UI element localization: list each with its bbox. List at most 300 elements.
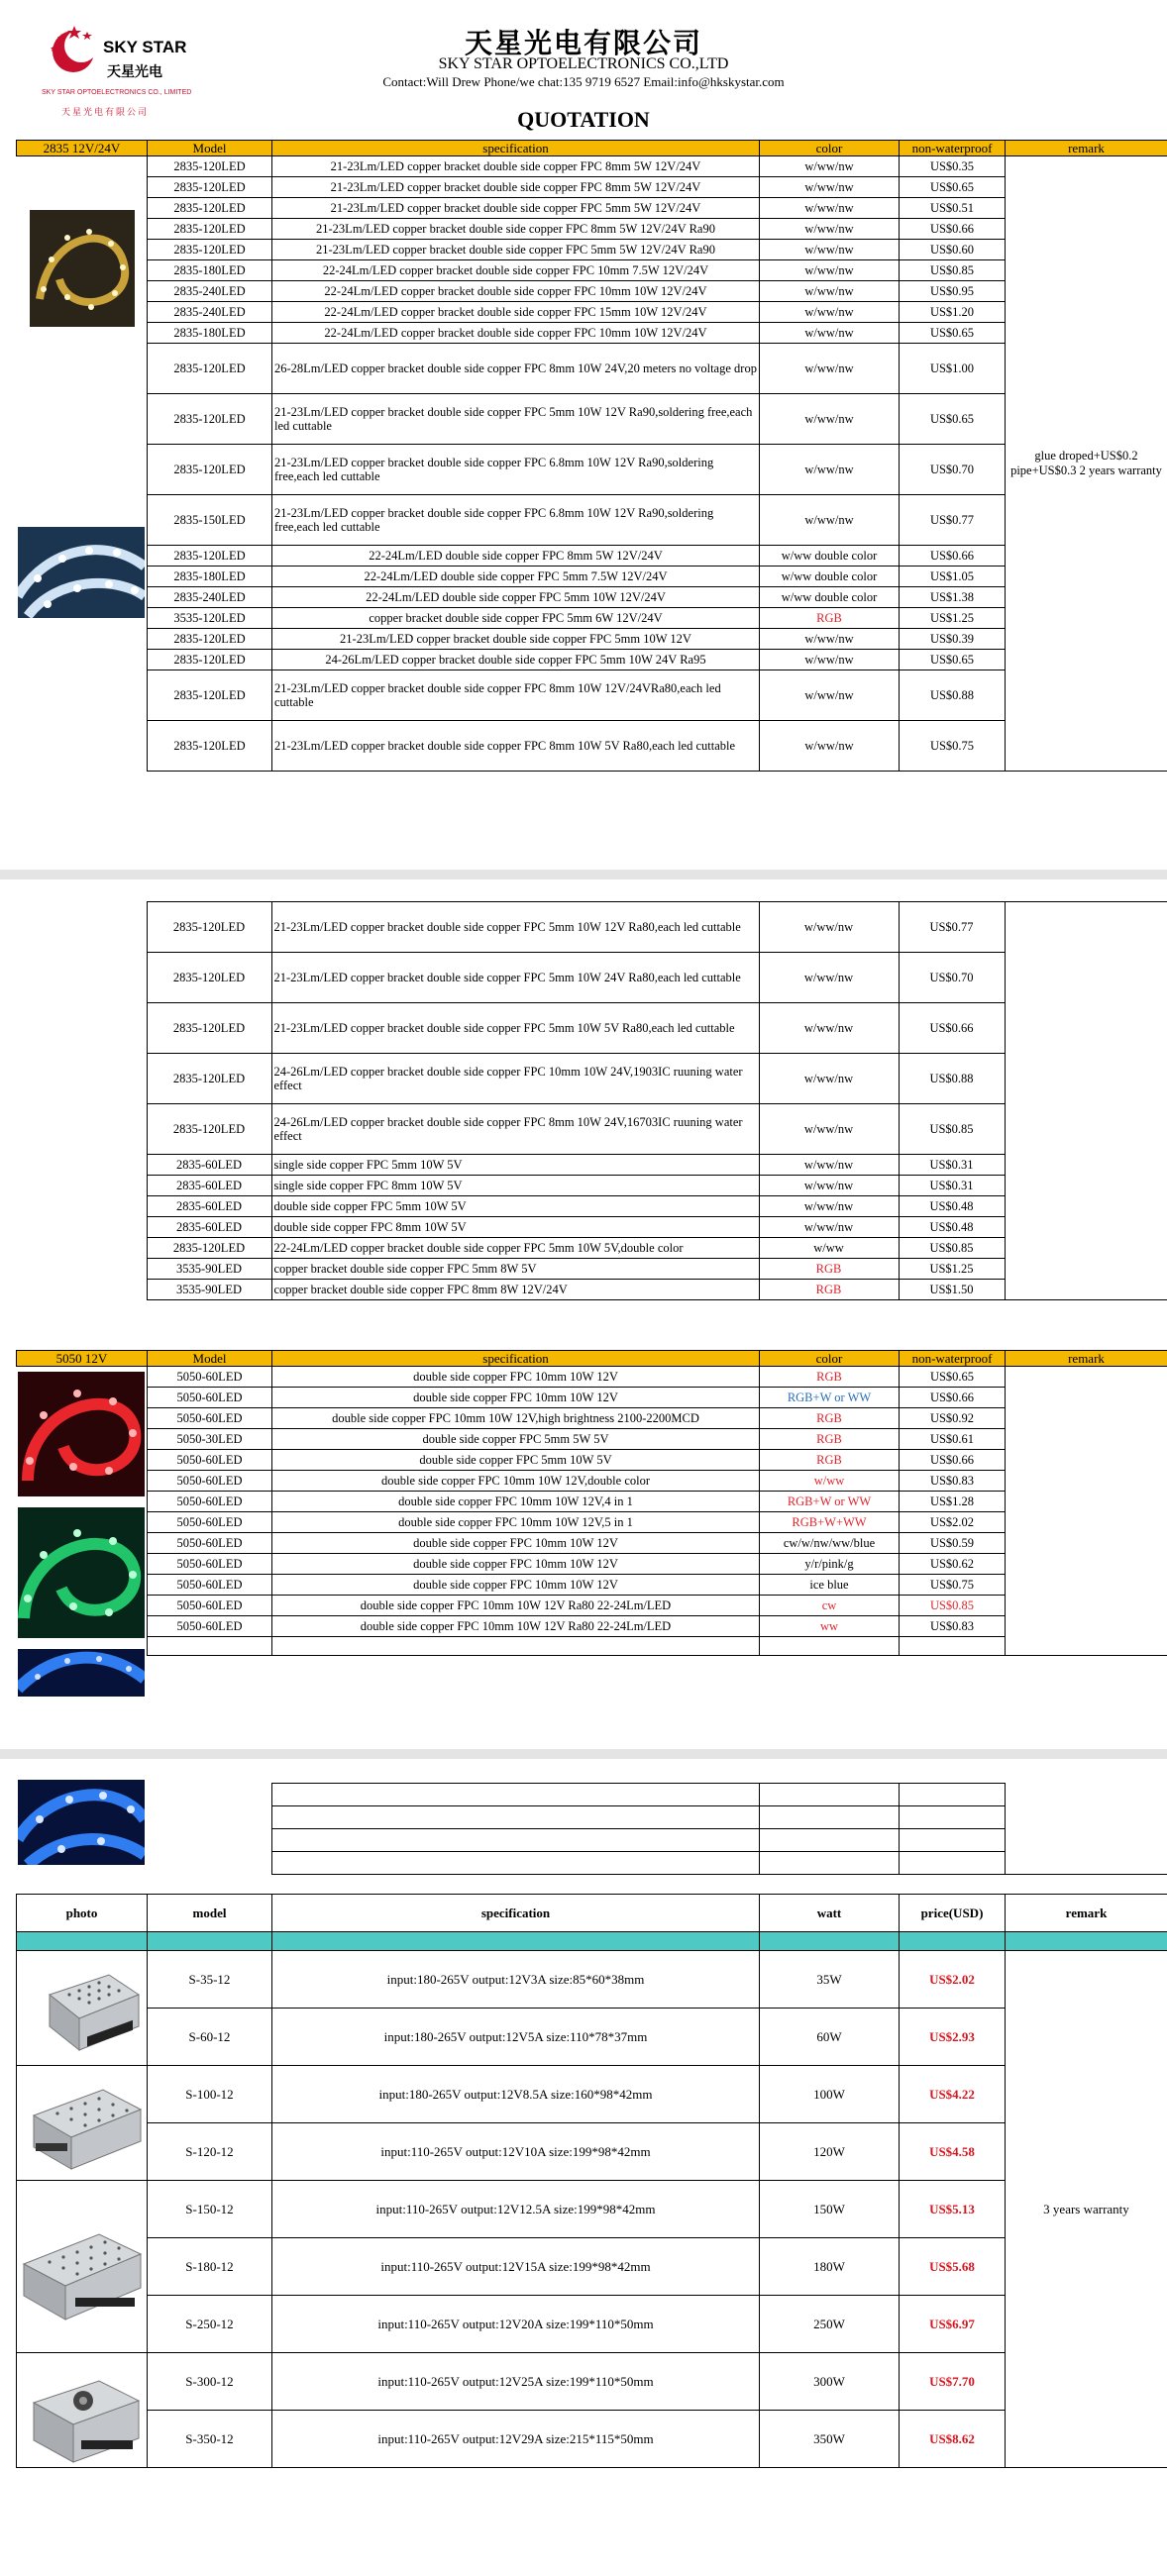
spec-cell: single side copper FPC 5mm 10W 5V: [271, 1155, 759, 1176]
power-supply-table: [16, 1894, 1167, 2468]
header-cell: 2835 12V/24V: [17, 141, 148, 156]
spec-cell: 21-23Lm/LED copper bracket double side copper FPC 6.8mm 10W 12V Ra90,soldering free,each led cuttable: [272, 495, 760, 546]
color-cell: w/ww/nw: [760, 670, 900, 721]
logo-brand-text: SKY STAR: [103, 38, 187, 56]
color-cell: w/ww: [760, 1471, 900, 1492]
psu-model-cell: S-150-12: [148, 2181, 272, 2238]
psu-model-cell: S-60-12: [148, 2009, 272, 2066]
teal-cell: [148, 1932, 272, 1951]
model-cell: 2835-120LED: [147, 1238, 271, 1259]
table-2835: [16, 140, 1167, 772]
header-cell: Model: [148, 141, 272, 156]
spec-cell: double side copper FPC 10mm 10W 12V Ra80 22-24Lm/LED: [272, 1616, 760, 1637]
psu-spec-cell: input:180-265V output:12V8.5A size:160*98*42mm: [272, 2066, 760, 2123]
table-5050-continued: [16, 1783, 1167, 1875]
table-row: [17, 394, 1167, 445]
price-cell: US$0.48: [899, 1196, 1005, 1217]
price-cell: US$0.31: [899, 1155, 1005, 1176]
empty-cell: [899, 1852, 1005, 1875]
model-cell: 5050-60LED: [148, 1367, 272, 1388]
psu-model-cell: S-120-12: [148, 2123, 272, 2181]
model-cell: 2835-120LED: [148, 394, 272, 445]
color-cell: w/ww/nw: [760, 260, 900, 281]
price-cell: US$0.70: [899, 953, 1005, 1003]
company-name-en: SKY STAR OPTOELECTRONICS CO.,LTD: [438, 55, 729, 72]
power-supply-medium-photo: [28, 2080, 145, 2175]
model-cell: 2835-120LED: [148, 198, 272, 219]
color-cell: w/ww/nw: [760, 323, 900, 344]
color-cell: w/ww/nw: [759, 1217, 899, 1238]
price-cell: US$0.77: [899, 902, 1005, 953]
price-cell: US$0.65: [900, 323, 1006, 344]
color-cell: w/ww/nw: [760, 650, 900, 670]
spec-cell: double side copper FPC 5mm 10W 5V: [272, 1450, 760, 1471]
color-cell: w/ww/nw: [760, 344, 900, 394]
price-cell: US$0.88: [899, 1054, 1005, 1104]
model-cell: 2835-240LED: [148, 281, 272, 302]
color-cell: w/ww/nw: [760, 156, 900, 177]
table-row: [17, 495, 1167, 546]
table-row: [17, 445, 1167, 495]
document-title: QUOTATION: [517, 107, 650, 132]
spec-cell: 21-23Lm/LED copper bracket double side copper FPC 5mm 10W 5V Ra80,each led cuttable: [271, 1003, 759, 1054]
spec-cell: 26-28Lm/LED copper bracket double side copper FPC 8mm 10W 24V,20 meters no voltage drop: [272, 344, 760, 394]
led-strip-blue-photo: [18, 1649, 145, 1697]
table-row: [17, 156, 1167, 177]
psu-row: [17, 1951, 1167, 2009]
empty-cell: [759, 1829, 899, 1852]
psu-price-cell: US$4.22: [900, 2066, 1006, 2123]
table-row: [16, 1196, 1167, 1217]
table-row: [17, 1596, 1167, 1616]
color-cell: RGB: [760, 608, 900, 629]
spec-cell: 21-23Lm/LED copper bracket double side copper FPC 8mm 10W 12V/24VRa80,each led cuttable: [272, 670, 760, 721]
spec-cell: 21-23Lm/LED copper bracket double side copper FPC 8mm 5W 12V/24V Ra90: [272, 219, 760, 240]
price-cell: US$1.20: [900, 302, 1006, 323]
model-cell: 2835-120LED: [147, 953, 271, 1003]
psu-header-cell: photo: [17, 1895, 148, 1932]
empty-cell: [148, 1637, 272, 1656]
spec-cell: 22-24Lm/LED copper bracket double side copper FPC 5mm 10W 5V,double color: [271, 1238, 759, 1259]
psu-price-cell: US$6.97: [900, 2296, 1006, 2353]
empty-cell: [759, 1784, 899, 1806]
empty-cell: [760, 1637, 900, 1656]
price-cell: US$1.38: [900, 587, 1006, 608]
empty-cell: [271, 1806, 759, 1829]
table-row-empty: [17, 1637, 1167, 1656]
model-cell: 2835-120LED: [148, 650, 272, 670]
price-cell: US$0.95: [900, 281, 1006, 302]
price-cell: US$0.65: [900, 177, 1006, 198]
price-cell: US$0.66: [900, 546, 1006, 567]
color-cell: w/ww/nw: [760, 177, 900, 198]
price-cell: US$0.65: [900, 1367, 1006, 1388]
document-header: [0, 0, 1167, 149]
psu-price-cell: US$7.70: [900, 2353, 1006, 2411]
price-cell: US$0.88: [900, 670, 1006, 721]
led-strip-blue-photo-2: [18, 1780, 145, 1865]
spec-cell: 22-24Lm/LED copper bracket double side copper FPC 10mm 10W 12V/24V: [272, 281, 760, 302]
price-cell: US$1.25: [900, 608, 1006, 629]
psu-price-cell: US$2.02: [900, 1951, 1006, 2009]
spec-cell: 24-26Lm/LED copper bracket double side copper FPC 5mm 10W 24V Ra95: [272, 650, 760, 670]
model-cell: 5050-60LED: [148, 1388, 272, 1408]
color-cell: w/ww/nw: [760, 240, 900, 260]
table-row: [16, 902, 1167, 953]
color-cell: w/ww/nw: [760, 721, 900, 772]
empty-cell: [759, 1852, 899, 1875]
model-cell: 3535-90LED: [147, 1280, 271, 1300]
psu-model-cell: S-300-12: [148, 2353, 272, 2411]
psu-watt-cell: 150W: [760, 2181, 900, 2238]
table-row: [16, 1238, 1167, 1259]
price-cell: US$0.31: [899, 1176, 1005, 1196]
table-row: [16, 1280, 1167, 1300]
model-cell: 2835-120LED: [147, 902, 271, 953]
price-cell: US$0.48: [899, 1217, 1005, 1238]
header-cell: color: [760, 141, 900, 156]
psu-spec-cell: input:180-265V output:12V3A size:85*60*38mm: [272, 1951, 760, 2009]
price-cell: US$0.85: [899, 1104, 1005, 1155]
model-cell: 2835-60LED: [147, 1176, 271, 1196]
price-cell: US$0.39: [900, 629, 1006, 650]
table-row: [17, 219, 1167, 240]
psu-row: [17, 2123, 1167, 2181]
psu-spec-cell: input:110-265V output:12V25A size:199*110*50mm: [272, 2353, 760, 2411]
teal-cell: [17, 1932, 148, 1951]
psu-row: [17, 2181, 1167, 2238]
table-row: [16, 1104, 1167, 1155]
color-cell: w/ww: [759, 1238, 899, 1259]
spec-cell: 22-24Lm/LED copper bracket double side copper FPC 10mm 10W 12V/24V: [272, 323, 760, 344]
psu-price-cell: US$2.93: [900, 2009, 1006, 2066]
teal-cell: [1006, 1932, 1167, 1951]
psu-watt-cell: 35W: [760, 1951, 900, 2009]
empty-cell: [759, 1806, 899, 1829]
empty-cell: [899, 1806, 1005, 1829]
header-cell: non-waterproof: [900, 141, 1006, 156]
model-cell: 5050-60LED: [148, 1533, 272, 1554]
price-cell: US$0.35: [900, 156, 1006, 177]
spec-cell: double side copper FPC 10mm 10W 12V: [272, 1554, 760, 1575]
spec-cell: 21-23Lm/LED copper bracket double side copper FPC 5mm 5W 12V/24V Ra90: [272, 240, 760, 260]
psu-watt-cell: 180W: [760, 2238, 900, 2296]
price-cell: US$1.25: [899, 1259, 1005, 1280]
spec-cell: 22-24Lm/LED copper bracket double side copper FPC 15mm 10W 12V/24V: [272, 302, 760, 323]
price-cell: US$0.66: [899, 1003, 1005, 1054]
table-row: [17, 1408, 1167, 1429]
psu-model-cell: S-180-12: [148, 2238, 272, 2296]
model-cell: 2835-60LED: [147, 1196, 271, 1217]
model-cell: 5050-60LED: [148, 1575, 272, 1596]
model-cell: 5050-60LED: [148, 1471, 272, 1492]
table-row: [17, 323, 1167, 344]
color-cell: w/ww/nw: [759, 1104, 899, 1155]
price-cell: US$2.02: [900, 1512, 1006, 1533]
model-cell: 5050-60LED: [148, 1616, 272, 1637]
table-5050: [16, 1350, 1167, 1656]
price-cell: US$0.65: [900, 650, 1006, 670]
table-row: [17, 1450, 1167, 1471]
led-strip-warm-photo: [30, 210, 135, 327]
psu-spec-cell: input:110-265V output:12V20A size:199*110*50mm: [272, 2296, 760, 2353]
page-gap-1: [0, 870, 1167, 879]
table-row: [17, 1575, 1167, 1596]
model-cell: 3535-90LED: [147, 1259, 271, 1280]
model-cell: 5050-60LED: [148, 1450, 272, 1471]
psu-watt-cell: 250W: [760, 2296, 900, 2353]
header-cell: Model: [148, 1351, 272, 1367]
color-cell: RGB+W or WW: [760, 1388, 900, 1408]
spec-cell: 21-23Lm/LED copper bracket double side copper FPC 5mm 10W 24V Ra80,each led cuttable: [271, 953, 759, 1003]
color-cell: ice blue: [760, 1575, 900, 1596]
color-cell: w/ww/nw: [759, 1054, 899, 1104]
price-cell: US$1.00: [900, 344, 1006, 394]
led-strip-red-photo: [18, 1372, 145, 1496]
table-row: [17, 1512, 1167, 1533]
psu-watt-cell: 60W: [760, 2009, 900, 2066]
color-cell: RGB+W+WW: [760, 1512, 900, 1533]
price-cell: US$0.59: [900, 1533, 1006, 1554]
table-row: [17, 546, 1167, 567]
spec-cell: 21-23Lm/LED copper bracket double side copper FPC 5mm 10W 12V Ra80,each led cuttable: [271, 902, 759, 953]
header-cell: remark: [1006, 1351, 1167, 1367]
price-cell: US$0.65: [900, 394, 1006, 445]
table-row: [16, 1003, 1167, 1054]
color-cell: w/ww double color: [760, 546, 900, 567]
header-cell: 5050 12V: [17, 1351, 148, 1367]
psu-row: [17, 2411, 1167, 2468]
psu-price-cell: US$8.62: [900, 2411, 1006, 2468]
spec-cell: double side copper FPC 10mm 10W 12V: [272, 1367, 760, 1388]
model-cell: 2835-240LED: [148, 587, 272, 608]
psu-header-cell: specification: [272, 1895, 760, 1932]
table-row: [17, 650, 1167, 670]
color-cell: ww: [760, 1616, 900, 1637]
table-row: [17, 1471, 1167, 1492]
color-cell: RGB: [760, 1450, 900, 1471]
color-cell: w/ww/nw: [760, 495, 900, 546]
company-name-cn: 天星光电有限公司: [464, 27, 702, 59]
psu-price-cell: US$4.58: [900, 2123, 1006, 2181]
price-cell: US$1.28: [900, 1492, 1006, 1512]
model-cell: 2835-180LED: [148, 260, 272, 281]
model-cell: 2835-120LED: [148, 629, 272, 650]
model-cell: 5050-60LED: [148, 1492, 272, 1512]
price-cell: US$0.75: [900, 721, 1006, 772]
spec-cell: copper bracket double side copper FPC 5mm 6W 12V/24V: [272, 608, 760, 629]
psu-spec-cell: input:180-265V output:12V5A size:110*78*37mm: [272, 2009, 760, 2066]
spec-cell: 22-24Lm/LED double side copper FPC 5mm 10W 12V/24V: [272, 587, 760, 608]
spec-cell: double side copper FPC 10mm 10W 12V: [272, 1388, 760, 1408]
logo-small-en: SKY STAR OPTOELECTRONICS CO., LIMITED: [42, 89, 192, 96]
teal-cell: [760, 1932, 900, 1951]
color-cell: w/ww/nw: [760, 629, 900, 650]
power-supply-large-photo: [20, 2224, 145, 2323]
color-cell: w/ww/nw: [760, 198, 900, 219]
power-supply-fan-photo: [28, 2371, 145, 2470]
table-header-row: [17, 141, 1167, 156]
table-row: [17, 344, 1167, 394]
price-cell: US$0.83: [900, 1616, 1006, 1637]
empty-cell: [899, 1829, 1005, 1852]
model-cell: 2835-120LED: [148, 177, 272, 198]
spec-cell: double side copper FPC 8mm 10W 5V: [271, 1217, 759, 1238]
color-cell: w/ww/nw: [759, 1003, 899, 1054]
price-cell: US$0.75: [900, 1575, 1006, 1596]
table-row: [17, 721, 1167, 772]
empty-cell: [900, 1637, 1006, 1656]
price-cell: US$0.61: [900, 1429, 1006, 1450]
model-cell: 2835-120LED: [148, 156, 272, 177]
spec-cell: double side copper FPC 10mm 10W 12V,high brightness 2100-2200MCD: [272, 1408, 760, 1429]
psu-price-cell: US$5.68: [900, 2238, 1006, 2296]
price-cell: US$0.85: [899, 1238, 1005, 1259]
price-cell: US$0.77: [900, 495, 1006, 546]
psu-spec-cell: input:110-265V output:12V29A size:215*115*50mm: [272, 2411, 760, 2468]
page-gap-2: [0, 1749, 1167, 1759]
psu-row: [17, 2066, 1167, 2123]
model-cell: 2835-180LED: [148, 567, 272, 587]
spec-cell: 22-24Lm/LED copper bracket double side copper FPC 10mm 7.5W 12V/24V: [272, 260, 760, 281]
table-row: [17, 1533, 1167, 1554]
spec-cell: single side copper FPC 8mm 10W 5V: [271, 1176, 759, 1196]
spec-cell: 21-23Lm/LED copper bracket double side copper FPC 8mm 5W 12V/24V: [272, 177, 760, 198]
led-strip-white-photo: [18, 527, 145, 618]
spec-cell: 21-23Lm/LED copper bracket double side copper FPC 6.8mm 10W 12V Ra90,soldering free,each led cuttable: [272, 445, 760, 495]
color-cell: RGB+W or WW: [760, 1492, 900, 1512]
color-cell: RGB: [760, 1408, 900, 1429]
spec-cell: 21-23Lm/LED copper bracket double side copper FPC 5mm 10W 12V: [272, 629, 760, 650]
table-row: [17, 1492, 1167, 1512]
table-row: [16, 1259, 1167, 1280]
logo-cn-text: 天星光电: [107, 64, 162, 80]
model-cell: 5050-60LED: [148, 1554, 272, 1575]
model-cell: 5050-60LED: [148, 1408, 272, 1429]
table-row: [17, 629, 1167, 650]
table-row: [17, 1429, 1167, 1450]
model-cell: 2835-60LED: [147, 1155, 271, 1176]
spec-cell: double side copper FPC 5mm 10W 5V: [271, 1196, 759, 1217]
color-cell: cw/w/nw/ww/blue: [760, 1533, 900, 1554]
color-cell: w/ww/nw: [760, 281, 900, 302]
model-cell: 2835-120LED: [148, 445, 272, 495]
spec-cell: 21-23Lm/LED copper bracket double side copper FPC 8mm 5W 12V/24V: [272, 156, 760, 177]
psu-header-cell: model: [148, 1895, 272, 1932]
power-supply-small-photo: [40, 1965, 145, 2056]
color-cell: w/ww/nw: [760, 302, 900, 323]
model-cell: 5050-60LED: [148, 1596, 272, 1616]
spec-cell: double side copper FPC 10mm 10W 12V: [272, 1575, 760, 1596]
table-row: [17, 260, 1167, 281]
psu-row: [17, 2296, 1167, 2353]
psu-teal-band: [17, 1932, 1167, 1951]
header-cell: non-waterproof: [900, 1351, 1006, 1367]
color-cell: w/ww/nw: [759, 953, 899, 1003]
psu-header-row: [17, 1895, 1167, 1932]
model-cell: 2835-120LED: [148, 219, 272, 240]
model-cell: 5050-60LED: [148, 1512, 272, 1533]
table-header-row: [17, 1351, 1167, 1367]
empty-cell: [899, 1784, 1005, 1806]
remark-cell: [1006, 1367, 1167, 1656]
price-cell: US$0.66: [900, 219, 1006, 240]
model-cell: 2835-120LED: [147, 1003, 271, 1054]
table-row: [17, 281, 1167, 302]
table-row: [16, 1176, 1167, 1196]
color-cell: w/ww double color: [760, 587, 900, 608]
psu-watt-cell: 100W: [760, 2066, 900, 2123]
color-cell: RGB: [760, 1367, 900, 1388]
psu-model-cell: S-250-12: [148, 2296, 272, 2353]
price-cell: US$0.51: [900, 198, 1006, 219]
table-row: [16, 1155, 1167, 1176]
model-cell: 2835-120LED: [147, 1104, 271, 1155]
model-cell: 2835-60LED: [147, 1217, 271, 1238]
price-cell: US$1.05: [900, 567, 1006, 587]
color-cell: w/ww/nw: [759, 1176, 899, 1196]
color-cell: RGB: [759, 1280, 899, 1300]
table-row: [16, 1217, 1167, 1238]
spec-cell: 21-23Lm/LED copper bracket double side copper FPC 8mm 10W 5V Ra80,each led cuttable: [272, 721, 760, 772]
color-cell: w/ww double color: [760, 567, 900, 587]
table-row: [17, 240, 1167, 260]
spec-cell: 24-26Lm/LED copper bracket double side copper FPC 8mm 10W 24V,16703IC ruuning water effect: [271, 1104, 759, 1155]
psu-row: [17, 2353, 1167, 2411]
spec-cell: 22-24Lm/LED double side copper FPC 8mm 5W 12V/24V: [272, 546, 760, 567]
spec-cell: double side copper FPC 10mm 10W 12V Ra80 22-24Lm/LED: [272, 1596, 760, 1616]
logo-small-cn: 天星光电有限公司: [61, 108, 150, 118]
price-cell: US$0.85: [900, 260, 1006, 281]
table-row: [16, 953, 1167, 1003]
spec-cell: double side copper FPC 5mm 5W 5V: [272, 1429, 760, 1450]
model-cell: 3535-120LED: [148, 608, 272, 629]
photo-cell: [16, 902, 147, 1300]
table-row: [17, 1367, 1167, 1388]
header-cell: specification: [272, 141, 760, 156]
spec-cell: copper bracket double side copper FPC 5mm 8W 5V: [271, 1259, 759, 1280]
spec-cell: 24-26Lm/LED copper bracket double side copper FPC 10mm 10W 24V,1903IC ruuning water effect: [271, 1054, 759, 1104]
model-cell: 2835-150LED: [148, 495, 272, 546]
table-row: [17, 198, 1167, 219]
spec-cell: double side copper FPC 10mm 10W 12V,5 in 1: [272, 1512, 760, 1533]
spec-cell: 21-23Lm/LED copper bracket double side copper FPC 5mm 5W 12V/24V: [272, 198, 760, 219]
contact-line: Contact:Will Drew Phone/we chat:135 9719 6527 Email:info@hkskystar.com: [382, 74, 785, 89]
psu-row: [17, 2009, 1167, 2066]
color-cell: w/ww/nw: [759, 902, 899, 953]
spec-cell: double side copper FPC 10mm 10W 12V: [272, 1533, 760, 1554]
model-cell: 2835-120LED: [148, 721, 272, 772]
psu-spec-cell: input:110-265V output:12V15A size:199*98*42mm: [272, 2238, 760, 2296]
spec-cell: 21-23Lm/LED copper bracket double side copper FPC 5mm 10W 12V Ra90,soldering free,each led cuttable: [272, 394, 760, 445]
spec-cell: double side copper FPC 10mm 10W 12V,4 in 1: [272, 1492, 760, 1512]
model-cell: 2835-240LED: [148, 302, 272, 323]
model-cell: 2835-120LED: [147, 1054, 271, 1104]
model-cell: 2835-180LED: [148, 323, 272, 344]
model-cell: 5050-30LED: [148, 1429, 272, 1450]
price-cell: US$0.92: [900, 1408, 1006, 1429]
color-cell: w/ww/nw: [760, 445, 900, 495]
empty-cell: [272, 1637, 760, 1656]
table-row: [17, 1616, 1167, 1637]
psu-watt-cell: 120W: [760, 2123, 900, 2181]
psu-price-cell: US$5.13: [900, 2181, 1006, 2238]
psu-row: [17, 2238, 1167, 2296]
price-cell: US$0.83: [900, 1471, 1006, 1492]
model-cell: 2835-120LED: [148, 240, 272, 260]
table-row: [17, 177, 1167, 198]
psu-model-cell: S-350-12: [148, 2411, 272, 2468]
